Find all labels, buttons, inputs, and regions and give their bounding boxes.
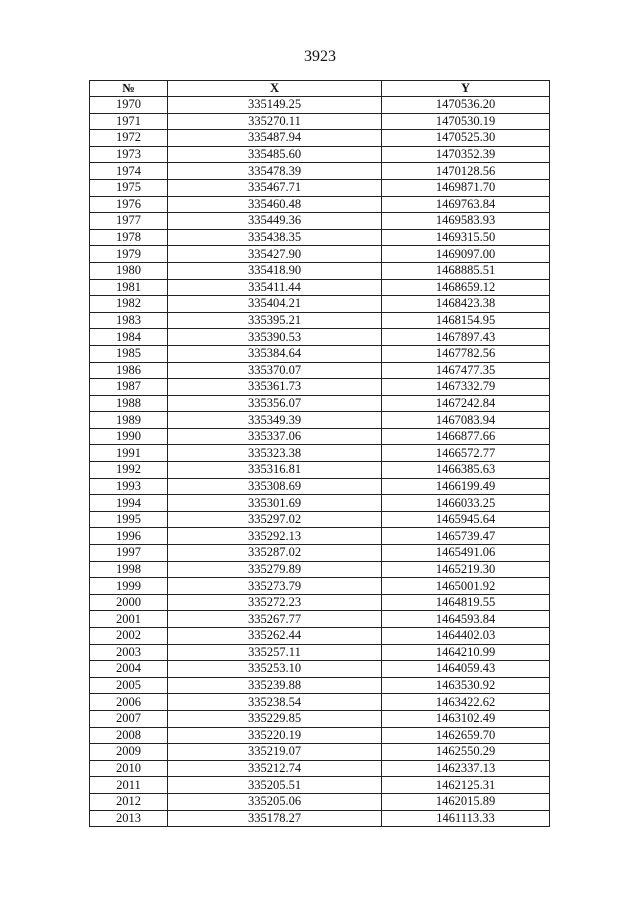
point-number-cell: 2006 [90, 694, 168, 711]
point-number-cell: 2010 [90, 760, 168, 777]
point-number-cell: 1988 [90, 395, 168, 412]
point-number-cell: 1980 [90, 262, 168, 279]
x-coordinate-cell: 335427.90 [168, 246, 382, 263]
point-number-cell: 2008 [90, 727, 168, 744]
x-coordinate-cell: 335212.74 [168, 760, 382, 777]
table-row [90, 628, 550, 645]
x-coordinate-cell: 335253.10 [168, 661, 382, 678]
point-number-cell: 1981 [90, 279, 168, 296]
table-row [90, 246, 550, 263]
y-coordinate-cell: 1469315.50 [382, 229, 550, 246]
table-row [90, 345, 550, 362]
y-coordinate-cell: 1469583.93 [382, 213, 550, 230]
table-row [90, 677, 550, 694]
y-coordinate-cell: 1466033.25 [382, 495, 550, 512]
y-coordinate-cell: 1461113.33 [382, 810, 550, 827]
table-row [90, 478, 550, 495]
point-number-cell: 2001 [90, 611, 168, 628]
point-number-cell: 1973 [90, 146, 168, 163]
point-number-cell: 2004 [90, 661, 168, 678]
x-coordinate-cell: 335308.69 [168, 478, 382, 495]
y-coordinate-cell: 1467083.94 [382, 412, 550, 429]
x-coordinate-cell: 335478.39 [168, 163, 382, 180]
point-number-cell: 2007 [90, 710, 168, 727]
y-coordinate-cell: 1470352.39 [382, 146, 550, 163]
table-row [90, 445, 550, 462]
y-coordinate-cell: 1465219.30 [382, 561, 550, 578]
x-coordinate-cell: 335149.25 [168, 97, 382, 114]
x-coordinate-cell: 335287.02 [168, 545, 382, 562]
y-coordinate-cell: 1464059.43 [382, 661, 550, 678]
y-coordinate-cell: 1465491.06 [382, 545, 550, 562]
point-number-cell: 1976 [90, 196, 168, 213]
table-row [90, 229, 550, 246]
y-coordinate-cell: 1463422.62 [382, 694, 550, 711]
table-row [90, 213, 550, 230]
table-row [90, 97, 550, 114]
table-row [90, 727, 550, 744]
y-coordinate-cell: 1470536.20 [382, 97, 550, 114]
table-row [90, 262, 550, 279]
x-coordinate-cell: 335205.06 [168, 793, 382, 810]
column-header-number: № [90, 81, 168, 97]
x-coordinate-cell: 335262.44 [168, 628, 382, 645]
point-number-cell: 2013 [90, 810, 168, 827]
x-coordinate-cell: 335467.71 [168, 179, 382, 196]
point-number-cell: 1997 [90, 545, 168, 562]
table-row [90, 163, 550, 180]
table-row [90, 545, 550, 562]
y-coordinate-cell: 1464593.84 [382, 611, 550, 628]
table-row [90, 428, 550, 445]
x-coordinate-cell: 335292.13 [168, 528, 382, 545]
y-coordinate-cell: 1467477.35 [382, 362, 550, 379]
y-coordinate-cell: 1464402.03 [382, 628, 550, 645]
x-coordinate-cell: 335178.27 [168, 810, 382, 827]
table-row [90, 179, 550, 196]
point-number-cell: 1989 [90, 412, 168, 429]
x-coordinate-cell: 335349.39 [168, 412, 382, 429]
y-coordinate-cell: 1462015.89 [382, 793, 550, 810]
table-row [90, 661, 550, 678]
y-coordinate-cell: 1469763.84 [382, 196, 550, 213]
x-coordinate-cell: 335390.53 [168, 329, 382, 346]
x-coordinate-cell: 335361.73 [168, 379, 382, 396]
x-coordinate-cell: 335257.11 [168, 644, 382, 661]
y-coordinate-cell: 1462659.70 [382, 727, 550, 744]
x-coordinate-cell: 335272.23 [168, 594, 382, 611]
x-coordinate-cell: 335205.51 [168, 777, 382, 794]
point-number-cell: 1993 [90, 478, 168, 495]
table-row [90, 279, 550, 296]
x-coordinate-cell: 335411.44 [168, 279, 382, 296]
table-row [90, 810, 550, 827]
y-coordinate-cell: 1465945.64 [382, 511, 550, 528]
y-coordinate-cell: 1463530.92 [382, 677, 550, 694]
point-number-cell: 1983 [90, 312, 168, 329]
point-number-cell: 2003 [90, 644, 168, 661]
point-number-cell: 1999 [90, 578, 168, 595]
table-row [90, 594, 550, 611]
point-number-cell: 1995 [90, 511, 168, 528]
column-header-y: Y [382, 81, 550, 97]
table-row [90, 793, 550, 810]
table-row [90, 146, 550, 163]
table-row [90, 312, 550, 329]
table-row [90, 777, 550, 794]
x-coordinate-cell: 335220.19 [168, 727, 382, 744]
table-row [90, 296, 550, 313]
point-number-cell: 1972 [90, 130, 168, 147]
point-number-cell: 2009 [90, 744, 168, 761]
point-number-cell: 1990 [90, 428, 168, 445]
y-coordinate-cell: 1462337.13 [382, 760, 550, 777]
x-coordinate-cell: 335384.64 [168, 345, 382, 362]
point-number-cell: 2011 [90, 777, 168, 794]
point-number-cell: 2000 [90, 594, 168, 611]
y-coordinate-cell: 1467782.56 [382, 345, 550, 362]
point-number-cell: 1977 [90, 213, 168, 230]
x-coordinate-cell: 335316.81 [168, 462, 382, 479]
point-number-cell: 1998 [90, 561, 168, 578]
coordinates-table [89, 80, 550, 827]
point-number-cell: 1974 [90, 163, 168, 180]
point-number-cell: 1982 [90, 296, 168, 313]
x-coordinate-cell: 335297.02 [168, 511, 382, 528]
x-coordinate-cell: 335460.48 [168, 196, 382, 213]
y-coordinate-cell: 1464819.55 [382, 594, 550, 611]
y-coordinate-cell: 1469097.00 [382, 246, 550, 263]
x-coordinate-cell: 335404.21 [168, 296, 382, 313]
point-number-cell: 2012 [90, 793, 168, 810]
x-coordinate-cell: 335273.79 [168, 578, 382, 595]
y-coordinate-cell: 1467332.79 [382, 379, 550, 396]
table-row [90, 412, 550, 429]
point-number-cell: 1978 [90, 229, 168, 246]
y-coordinate-cell: 1465739.47 [382, 528, 550, 545]
table-row [90, 744, 550, 761]
table-row [90, 495, 550, 512]
y-coordinate-cell: 1470525.30 [382, 130, 550, 147]
y-coordinate-cell: 1464210.99 [382, 644, 550, 661]
point-number-cell: 1984 [90, 329, 168, 346]
table-header-row [90, 81, 550, 97]
y-coordinate-cell: 1470128.56 [382, 163, 550, 180]
table-body [90, 97, 550, 827]
y-coordinate-cell: 1468423.38 [382, 296, 550, 313]
point-number-cell: 2002 [90, 628, 168, 645]
x-coordinate-cell: 335438.35 [168, 229, 382, 246]
page-number: 3923 [304, 48, 336, 65]
x-coordinate-cell: 335270.11 [168, 113, 382, 130]
y-coordinate-cell: 1462550.29 [382, 744, 550, 761]
x-coordinate-cell: 335267.77 [168, 611, 382, 628]
table-row [90, 130, 550, 147]
table-row [90, 362, 550, 379]
x-coordinate-cell: 335219.07 [168, 744, 382, 761]
table-row [90, 379, 550, 396]
point-number-cell: 1986 [90, 362, 168, 379]
x-coordinate-cell: 335229.85 [168, 710, 382, 727]
y-coordinate-cell: 1468154.95 [382, 312, 550, 329]
x-coordinate-cell: 335449.36 [168, 213, 382, 230]
y-coordinate-cell: 1466877.66 [382, 428, 550, 445]
y-coordinate-cell: 1463102.49 [382, 710, 550, 727]
x-coordinate-cell: 335301.69 [168, 495, 382, 512]
x-coordinate-cell: 335323.38 [168, 445, 382, 462]
y-coordinate-cell: 1466199.49 [382, 478, 550, 495]
table-row [90, 561, 550, 578]
point-number-cell: 1987 [90, 379, 168, 396]
x-coordinate-cell: 335487.94 [168, 130, 382, 147]
table-row [90, 578, 550, 595]
point-number-cell: 1992 [90, 462, 168, 479]
point-number-cell: 1971 [90, 113, 168, 130]
point-number-cell: 1991 [90, 445, 168, 462]
y-coordinate-cell: 1470530.19 [382, 113, 550, 130]
y-coordinate-cell: 1469871.70 [382, 179, 550, 196]
y-coordinate-cell: 1466385.63 [382, 462, 550, 479]
table-row [90, 462, 550, 479]
table-row [90, 528, 550, 545]
x-coordinate-cell: 335356.07 [168, 395, 382, 412]
point-number-cell: 1975 [90, 179, 168, 196]
x-coordinate-cell: 335395.21 [168, 312, 382, 329]
point-number-cell: 1994 [90, 495, 168, 512]
point-number-cell: 2005 [90, 677, 168, 694]
table-row [90, 644, 550, 661]
y-coordinate-cell: 1467897.43 [382, 329, 550, 346]
point-number-cell: 1979 [90, 246, 168, 263]
point-number-cell: 1996 [90, 528, 168, 545]
y-coordinate-cell: 1465001.92 [382, 578, 550, 595]
y-coordinate-cell: 1468885.51 [382, 262, 550, 279]
y-coordinate-cell: 1468659.12 [382, 279, 550, 296]
x-coordinate-cell: 335337.06 [168, 428, 382, 445]
table-row [90, 395, 550, 412]
column-header-x: X [168, 81, 382, 97]
point-number-cell: 1985 [90, 345, 168, 362]
x-coordinate-cell: 335238.54 [168, 694, 382, 711]
y-coordinate-cell: 1466572.77 [382, 445, 550, 462]
table-row [90, 694, 550, 711]
x-coordinate-cell: 335418.90 [168, 262, 382, 279]
y-coordinate-cell: 1462125.31 [382, 777, 550, 794]
x-coordinate-cell: 335239.88 [168, 677, 382, 694]
table-row [90, 196, 550, 213]
x-coordinate-cell: 335370.07 [168, 362, 382, 379]
x-coordinate-cell: 335485.60 [168, 146, 382, 163]
point-number-cell: 1970 [90, 97, 168, 114]
table-row [90, 511, 550, 528]
table-row [90, 329, 550, 346]
table-row [90, 760, 550, 777]
x-coordinate-cell: 335279.89 [168, 561, 382, 578]
table-row [90, 113, 550, 130]
table-row [90, 611, 550, 628]
y-coordinate-cell: 1467242.84 [382, 395, 550, 412]
table-row [90, 710, 550, 727]
